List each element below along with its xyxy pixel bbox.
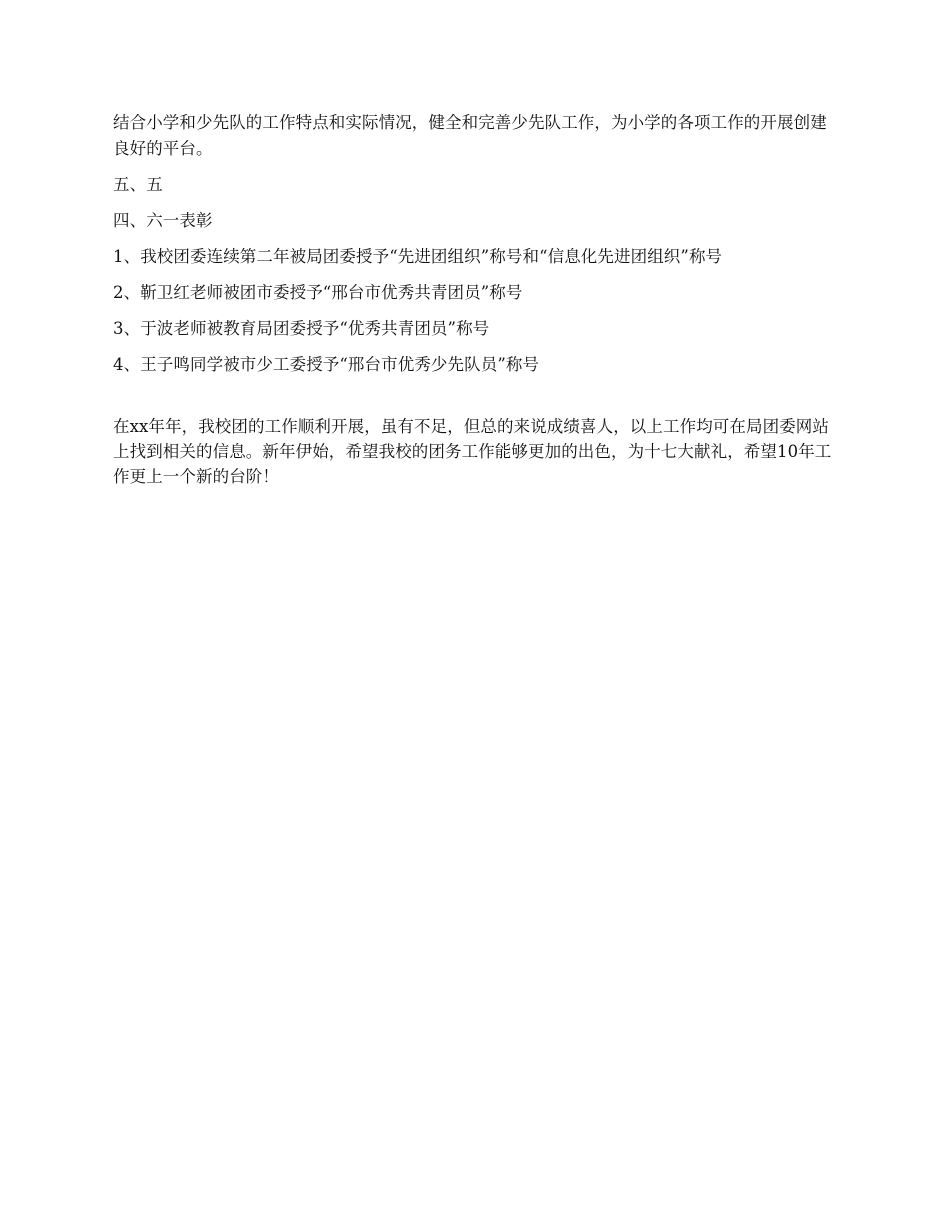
list-item: 4、王子鸣同学被市少工委授予“邢台市优秀少先队员”称号	[113, 355, 540, 374]
list-item: 3、于波老师被教育局团委授予“优秀共青团员”称号	[113, 319, 490, 338]
summary-paragraph: 在xx年年，我校团的工作顺利开展，虽有不足，但总的来说成绩喜人，以上工作均可在局团委网站上找到相关的信息。新年伊始，希望我校的团务工作能够更加的出色，为十七大献礼，希望10年工作更上一个新的台阶！	[113, 417, 832, 486]
document-body	[113, 110, 843, 489]
intro-paragraph: 结合小学和少先队的工作特点和实际情况，健全和完善少先队工作，为小学的各项工作的开展创建良好的平台。	[113, 113, 827, 158]
section-heading-five: 五、五	[113, 175, 163, 194]
list-item: 1、我校团委连续第二年被局团委授予“先进团组织”称号和“信息化先进团组织”称号	[113, 247, 723, 266]
list-item: 2、靳卫红老师被团市委授予“邢台市优秀共青团员”称号	[113, 283, 523, 302]
section-heading-four: 四、六一表彰	[113, 211, 213, 230]
